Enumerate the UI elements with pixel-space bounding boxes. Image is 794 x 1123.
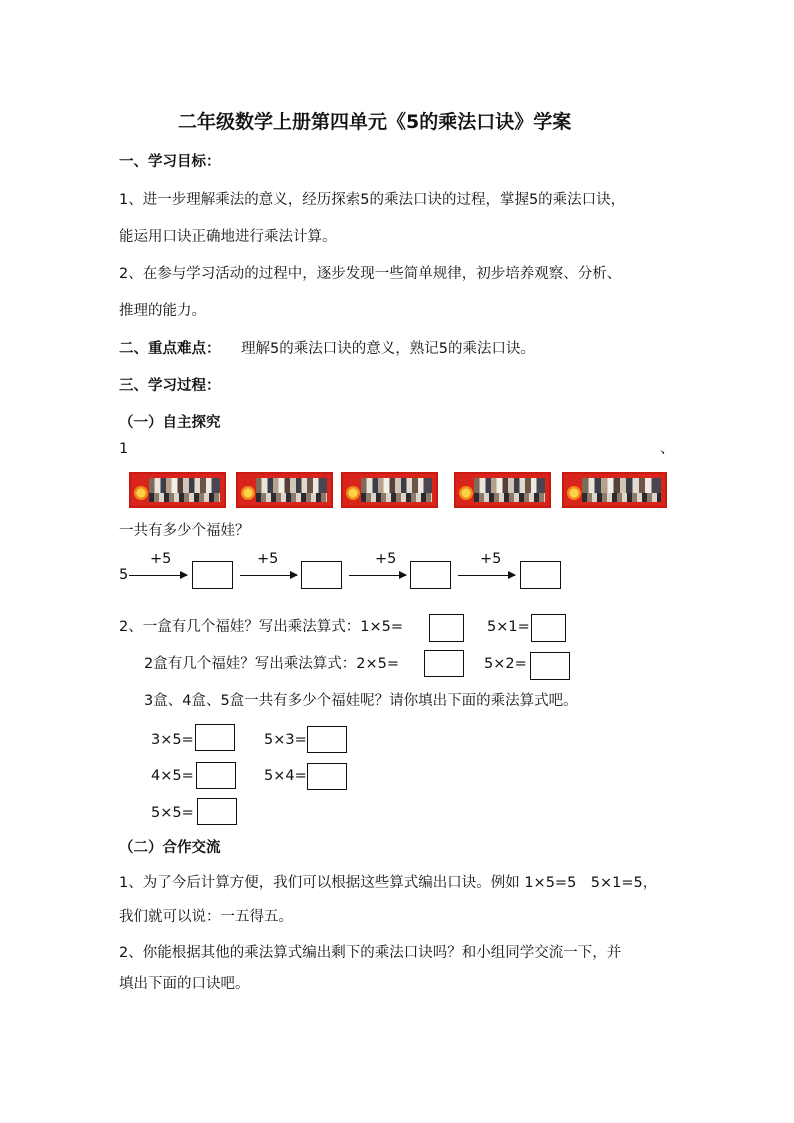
key-heading: 二、重点难点： (119, 341, 221, 357)
answer-box[interactable] (307, 726, 347, 753)
answer-box[interactable] (307, 763, 347, 790)
answer-box[interactable] (195, 724, 235, 751)
p2-1-line2: 我们就可以说：一五得五。 (119, 909, 293, 925)
answer-box[interactable] (197, 798, 237, 825)
goals-heading: 一、学习目标： (119, 154, 221, 170)
answer-box[interactable] (301, 561, 342, 589)
page-title: 二年级数学上册第四单元《5的乘法口诀》学案 (178, 111, 572, 133)
q2-line1-b: 5×1= (487, 619, 530, 635)
seq-step-label: +5 (480, 551, 502, 567)
eq-5x3: 5×3= (264, 732, 307, 748)
arrow (458, 575, 515, 576)
eq-3x5: 3×5= (151, 732, 194, 748)
process-heading: 三、学习过程： (119, 378, 221, 394)
fuwa-box-image (236, 472, 333, 508)
logo-icon (567, 486, 581, 500)
part2-heading: （二）合作交流 (119, 840, 221, 856)
answer-box[interactable] (410, 561, 451, 589)
q2-line3: 3盒、4盒、5盒一共有多少个福娃呢？请你填出下面的乘法算式吧。 (144, 693, 578, 709)
seq-step-label: +5 (150, 551, 172, 567)
goal2-line1: 2、在参与学习活动的过程中，逐步发现一些简单规律，初步培养观察、分析、 (119, 266, 622, 282)
arrow (349, 575, 406, 576)
logo-icon (346, 486, 360, 500)
seq-start: 5 (119, 567, 129, 583)
goal1-line1: 1、进一步理解乘法的意义，经历探索5的乘法口诀的过程，掌握5的乘法口诀， (119, 192, 626, 208)
part1-number: 1 (119, 441, 129, 457)
fuwa-box-image (562, 472, 667, 508)
goal1-line2: 能运用口诀正确地进行乘法计算。 (119, 229, 337, 245)
q2-line2-b: 5×2= (484, 656, 527, 672)
eq-5x5: 5×5= (151, 805, 194, 821)
answer-box[interactable] (530, 652, 570, 680)
arrow (129, 575, 187, 576)
eq-4x5: 4×5= (151, 768, 194, 784)
arrow (240, 575, 297, 576)
seq-step-label: +5 (375, 551, 397, 567)
logo-icon (134, 486, 148, 500)
answer-box[interactable] (196, 762, 236, 789)
fuwa-box-image (341, 472, 438, 508)
part1-number-suffix: 、 (660, 441, 675, 457)
fuwa-box-image (129, 472, 226, 508)
goal2-line2: 推理的能力。 (119, 303, 206, 319)
p2-1-line1: 1、为了今后计算方便，我们可以根据这些算式编出口诀。例如 1×5=5 5×1=5， (119, 875, 658, 891)
p2-2-line2: 填出下面的口诀吧。 (119, 976, 250, 992)
p2-2-line1: 2、你能根据其他的乘法算式编出剩下的乘法口诀吗？和小组同学交流一下，并 (119, 945, 622, 961)
part1-heading: （一）自主探究 (119, 415, 221, 431)
answer-box[interactable] (531, 614, 566, 642)
q2-line2: 2盒有几个福娃？写出乘法算式：2×5= (144, 656, 399, 672)
logo-icon (241, 486, 255, 500)
answer-box[interactable] (520, 561, 561, 589)
eq-5x4: 5×4= (264, 768, 307, 784)
answer-box[interactable] (424, 650, 464, 677)
logo-icon (459, 486, 473, 500)
answer-box[interactable] (192, 561, 233, 589)
fuwa-box-image (454, 472, 551, 508)
q2-line1: 2、一盒有几个福娃？写出乘法算式：1×5= (119, 619, 403, 635)
answer-box[interactable] (429, 614, 464, 642)
question1: 一共有多少个福娃？ (119, 523, 250, 539)
key-text: 理解5的乘法口诀的意义，熟记5的乘法口诀。 (241, 341, 535, 357)
seq-step-label: +5 (257, 551, 279, 567)
